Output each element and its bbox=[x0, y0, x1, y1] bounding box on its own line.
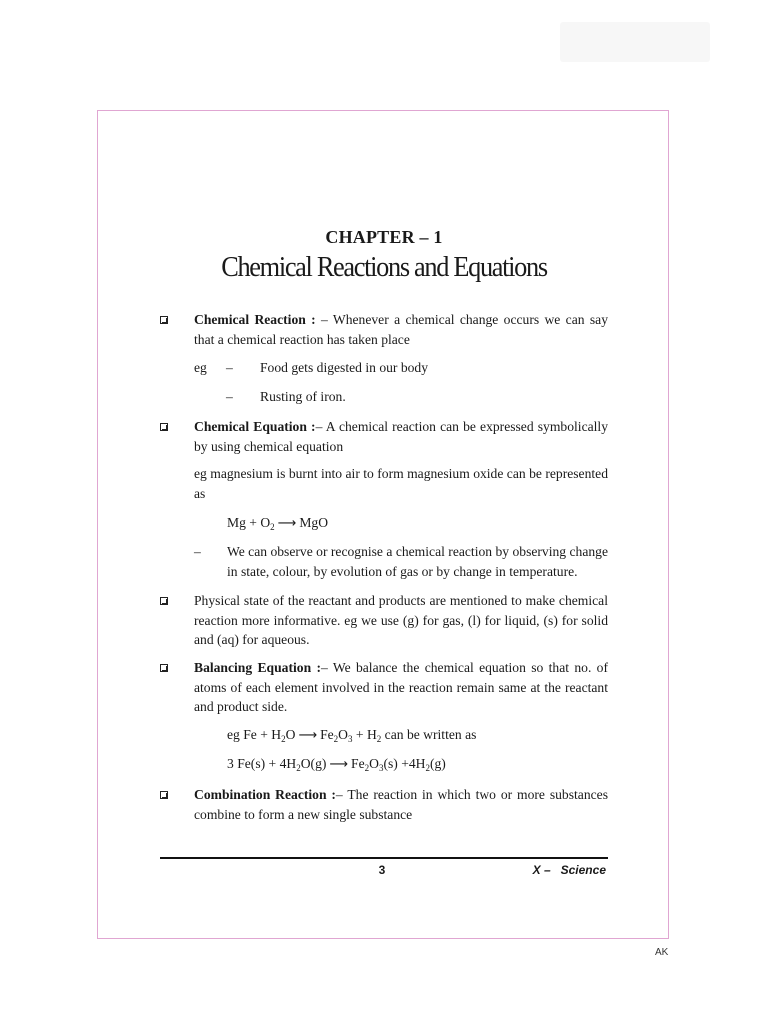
chemical-equation-text: – A chemical reaction can be expressed symbolically by using chemical equation bbox=[194, 419, 608, 454]
equation-part: + H bbox=[352, 727, 377, 742]
equation-subscript: 2 bbox=[270, 522, 275, 532]
term-balancing-equation: Balancing Equation : bbox=[194, 660, 321, 675]
equation-part: eg Fe + H bbox=[227, 727, 282, 742]
equation-part: can be written as bbox=[381, 727, 477, 742]
observation-note: We can observe or recognise a chemical reaction by observing change in state, colour, by evolution of gas or by change in temperature. bbox=[227, 544, 608, 579]
chemical-reaction-text: – Whenever a chemical change occurs we can say that a chemical reaction has taken place bbox=[194, 312, 608, 347]
equation-part: O bbox=[285, 727, 296, 742]
example-item: Food gets digested in our body bbox=[260, 360, 429, 375]
right-arrow-icon: ⟶ bbox=[277, 516, 297, 531]
term-combination-reaction: Combination Reaction : bbox=[194, 787, 336, 802]
equation-part: 3 Fe(s) + 4H bbox=[227, 756, 297, 771]
equation-part: Fe bbox=[351, 756, 365, 771]
iron-equation-balanced bbox=[227, 754, 446, 774]
equation-subscript: 2 bbox=[425, 763, 430, 773]
equation-part: Fe bbox=[320, 727, 334, 742]
combination-reaction-paragraph bbox=[194, 785, 608, 824]
equation-subscript: 2 bbox=[333, 734, 339, 744]
equation-part: Mg + O bbox=[227, 515, 271, 530]
checkbox-bullet-icon bbox=[160, 316, 168, 324]
equation-subscript: 2 bbox=[364, 763, 370, 773]
page-number: 3 bbox=[378, 863, 386, 877]
equation-part: O(g) bbox=[300, 756, 327, 771]
equation-part: O bbox=[338, 727, 348, 742]
right-arrow-icon: ⟶ bbox=[329, 757, 349, 772]
combination-reaction-text: – The reaction in which two or more substances combine to form a new single substance bbox=[194, 787, 608, 822]
term-chemical-equation: Chemical Equation : bbox=[194, 419, 316, 434]
checkbox-bullet-icon bbox=[160, 664, 168, 672]
physical-state-paragraph: Physical state of the reactant and products are mentioned to make chemical reaction more informative. eg we use (g) for gas, (l) for liquid, (s) for solid and (aq) for aqueous. bbox=[194, 593, 608, 647]
equation-subscript: 2 bbox=[376, 734, 382, 744]
equation-subscript: 2 bbox=[296, 763, 301, 773]
magnesium-equation bbox=[227, 513, 328, 533]
chemical-reaction-paragraph bbox=[194, 310, 608, 349]
chemical-equation-paragraph bbox=[194, 417, 608, 456]
equation-subscript: 3 bbox=[378, 763, 384, 773]
footer-subject: X – Science bbox=[532, 863, 606, 877]
corner-mark: AK bbox=[655, 947, 669, 958]
chapter-heading: CHAPTER – 1 bbox=[325, 227, 443, 247]
example-dash: – bbox=[226, 389, 233, 404]
equation-part: MgO bbox=[299, 515, 329, 530]
equation-part: (s) +4H bbox=[383, 756, 426, 771]
example-item: Rusting of iron. bbox=[260, 389, 346, 404]
equation-subscript: 3 bbox=[348, 734, 353, 744]
equation-part: O bbox=[369, 756, 379, 771]
eg-label: eg bbox=[194, 360, 207, 375]
note-dash: – bbox=[194, 544, 201, 559]
magnesium-example-text: eg magnesium is burnt into air to form magnesium oxide can be represented as bbox=[194, 466, 608, 501]
footer-rule bbox=[160, 857, 608, 859]
checkbox-bullet-icon bbox=[160, 791, 168, 799]
balancing-equation-text: – We balance the chemical equation so that no. of atoms of each element involved in the reaction remain same at the reactant and product side. bbox=[194, 660, 608, 714]
scan-smudge bbox=[560, 22, 710, 62]
chapter-title: Chemical Reactions and Equations bbox=[221, 252, 547, 283]
equation-subscript: 2 bbox=[281, 734, 286, 744]
equation-part: (g) bbox=[429, 756, 446, 771]
example-dash: – bbox=[226, 360, 233, 375]
right-arrow-icon: ⟶ bbox=[298, 728, 318, 743]
term-chemical-reaction: Chemical Reaction : bbox=[194, 312, 316, 327]
checkbox-bullet-icon bbox=[160, 597, 168, 605]
iron-equation-unbalanced bbox=[227, 725, 476, 745]
checkbox-bullet-icon bbox=[160, 423, 168, 431]
balancing-equation-paragraph bbox=[194, 658, 608, 717]
